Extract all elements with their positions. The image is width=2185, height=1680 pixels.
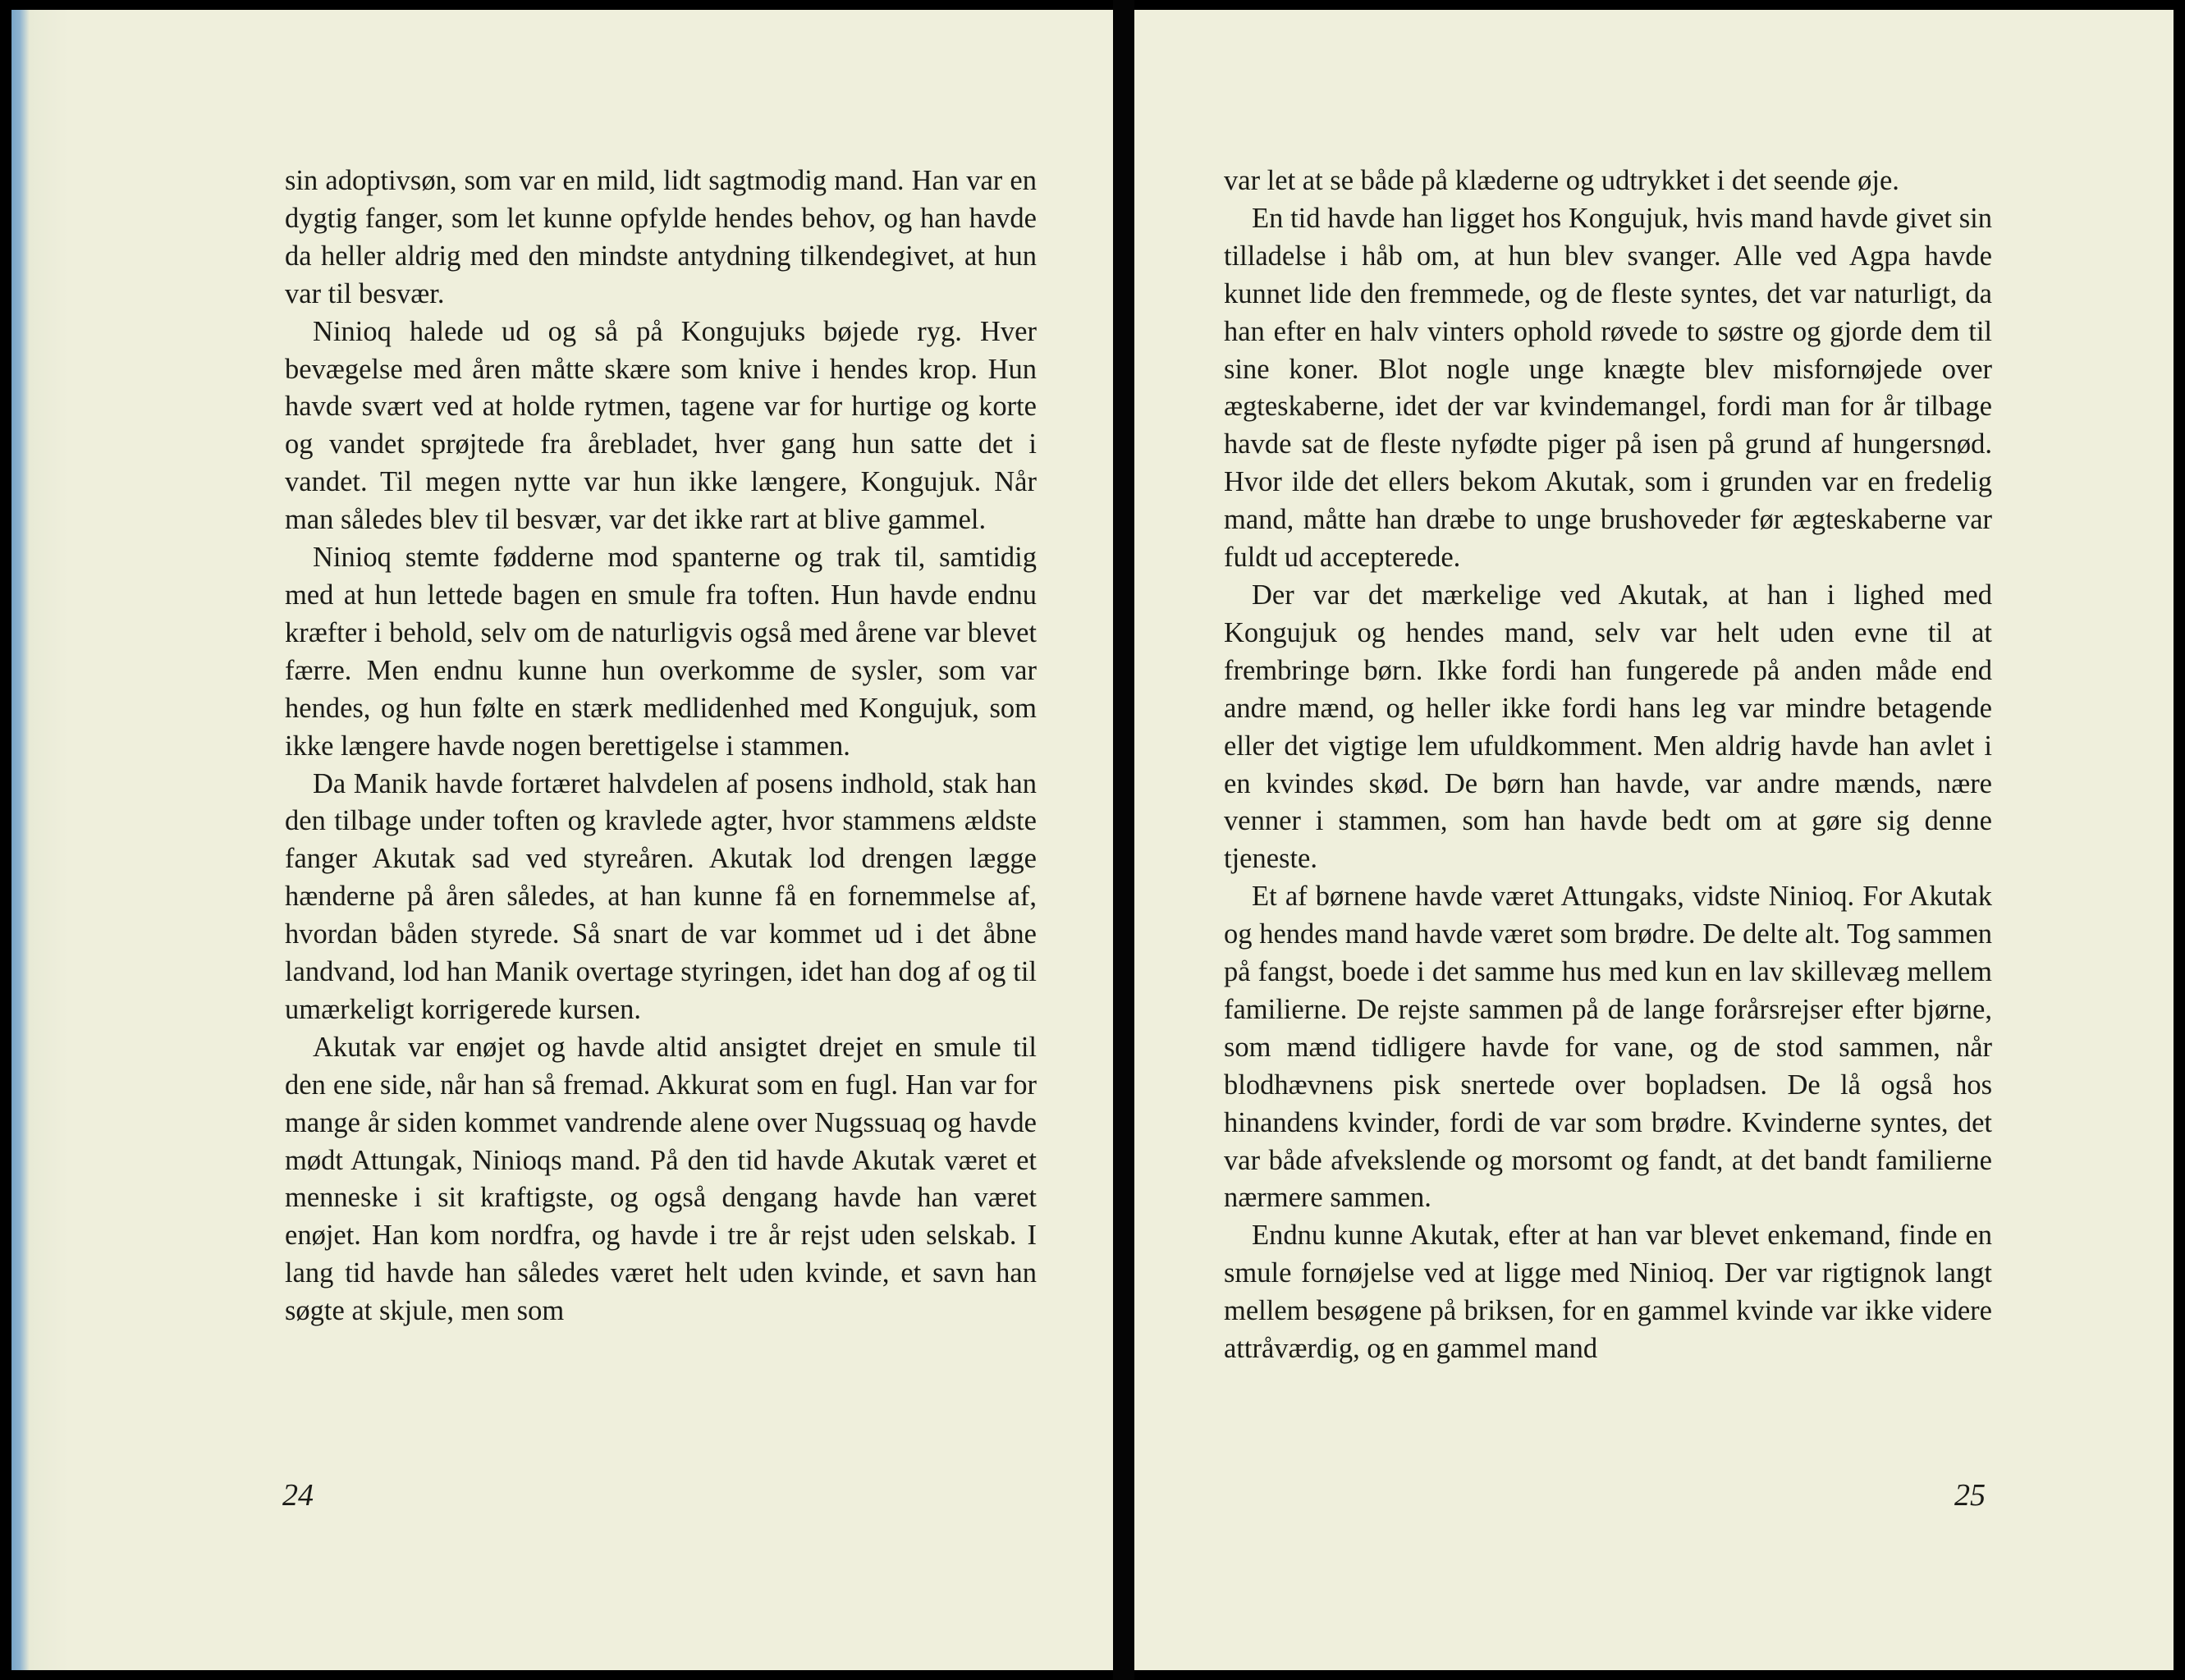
right-paragraph-3: Der var det mærkelige ved Akutak, at han i lighed med Kongujuk og hendes mand, selv var helt uden evne til at frembringe børn. Ikke fordi han fungerede på anden måde end andre mænd, og heller ikke fordi hans leg var mindre betagende eller det vigtige lem ufuldkomment. Men aldrig havde han avlet i en kvindes skød. De børn han havde, var andre mænds, nære venner i stammen, som han havde bedt om at gøre sig denne tjeneste. (1224, 579, 1992, 875)
right-page-text (1224, 163, 1992, 1368)
left-paragraph-3: Ninioq stemte fødderne mod spanterne og trak til, samtidig med at hun lettede bagen en smule fra toften. Hun havde endnu kræfter i behold, selv om de naturligvis også med årene var blevet færre. Men endnu kunne hun overkomme de sysler, som var hendes, og hun følte en stærk medlidenhed med Kongujuk, som ikke længere havde nogen berettigelse i stammen. (285, 542, 1037, 762)
left-page-text (285, 163, 1037, 1330)
right-paragraph-5: Endnu kunne Akutak, efter at han var blevet enkemand, finde en smule fornøjelse ved at ligge med Ninioq. Der var rigtignok langt mellem besøgene på briksen, for en gammel kvinde var ikke videre attråværdig, og en gammel mand (1224, 1220, 1992, 1365)
right-paragraph-1: var let at se både på klæderne og udtrykket i det seende øje. (1224, 165, 1899, 196)
right-paragraph-4: Et af børnene havde været Attungaks, vidste Ninioq. For Akutak og hendes mand havde været som brødre. De delte alt. Tog sammen på fangst, boede i det samme hus med kun en lav skillevæg mellem familierne. De rejste sammen på de lange forårsrejser efter bjørne, som mænd tidligere havde for vane, og de stod sammen, når blodhævnens pisk snertede over bopladsen. De lå også hos hinandens kvinder, fordi de var som brødre. Kvinderne syntes, det var både afvekslende og morsomt og fandt, at det bandt familierne nærmere sammen. (1224, 881, 1992, 1214)
right-page (1134, 10, 2174, 1670)
left-page (11, 10, 1113, 1670)
left-paragraph-1: sin adoptivsøn, som var en mild, lidt sagtmodig mand. Han var en dygtig fanger, som let kunne opfylde hendes behov, og han havde da heller aldrig med den mindste antydning tilkendegivet, at hun var til besvær. (285, 165, 1037, 309)
right-paragraph-2: En tid havde han ligget hos Kongujuk, hvis mand havde givet sin tilladelse i håb om, at hun blev svanger. Alle ved Agpa havde kunnet lide den fremmede, og de fleste syntes, det var naturligt, da han efter en halv vinters ophold røvede to søstre og gjorde dem til sine koner. Blot nogle unge knægte blev misfornøjede over ægteskaberne, idet der var kvindemangel, fordi man for år tilbage havde sat de fleste nyfødte piger på isen på grund af hungersnød. Hvor ilde det ellers bekom Akutak, som i grunden var en fredelig mand, måtte han dræbe to unge brushoveder før ægteskaberne var fuldt ud accepterede. (1224, 202, 1992, 574)
book-gutter (1113, 0, 1134, 1680)
left-paragraph-5: Akutak var enøjet og havde altid ansigtet drejet en smule til den ene side, når han så fremad. Akkurat som en fugl. Han var for mange år siden kommet vandrende alene over Nugssuaq og havde mødt Attungak, Ninioqs mand. På den tid havde Akutak været et menneske i sit kraftigste, og også dengang havde han været enøjet. Han kom nordfra, og havde i tre år rejst uden selskab. I lang tid havde han således været helt uden kvinde, et savn han søgte at skjule, men som (285, 1031, 1037, 1327)
left-paragraph-2: Ninioq halede ud og så på Kongujuks bøjede ryg. Hver bevægelse med åren måtte skære som knive i hendes krop. Hun havde svært ved at holde rytmen, tagene var for hurtige og korte og vandet sprøjtede fra årebladet, hver gang hun satte det i vandet. Til megen nytte var hun ikke længere, Kongujuk. Når man således blev til besvær, var det ikke rart at blive gammel. (285, 315, 1037, 536)
right-page-number: 25 (1954, 1478, 1986, 1513)
left-paragraph-4: Da Manik havde fortæret halvdelen af posens indhold, stak han den tilbage under toften og kravlede agter, hvor stammens ældste fanger Akutak sad ved styreåren. Akutak lod drengen lægge hænderne på åren således, at han kunne få en fornemmelse af, hvordan båden styrede. Så snart de var kommet ud i det åbne landvand, lod han Manik overtage styringen, idet han dog af og til umærkeligt korrigerede kursen. (285, 767, 1037, 1025)
left-page-number: 24 (282, 1478, 314, 1513)
